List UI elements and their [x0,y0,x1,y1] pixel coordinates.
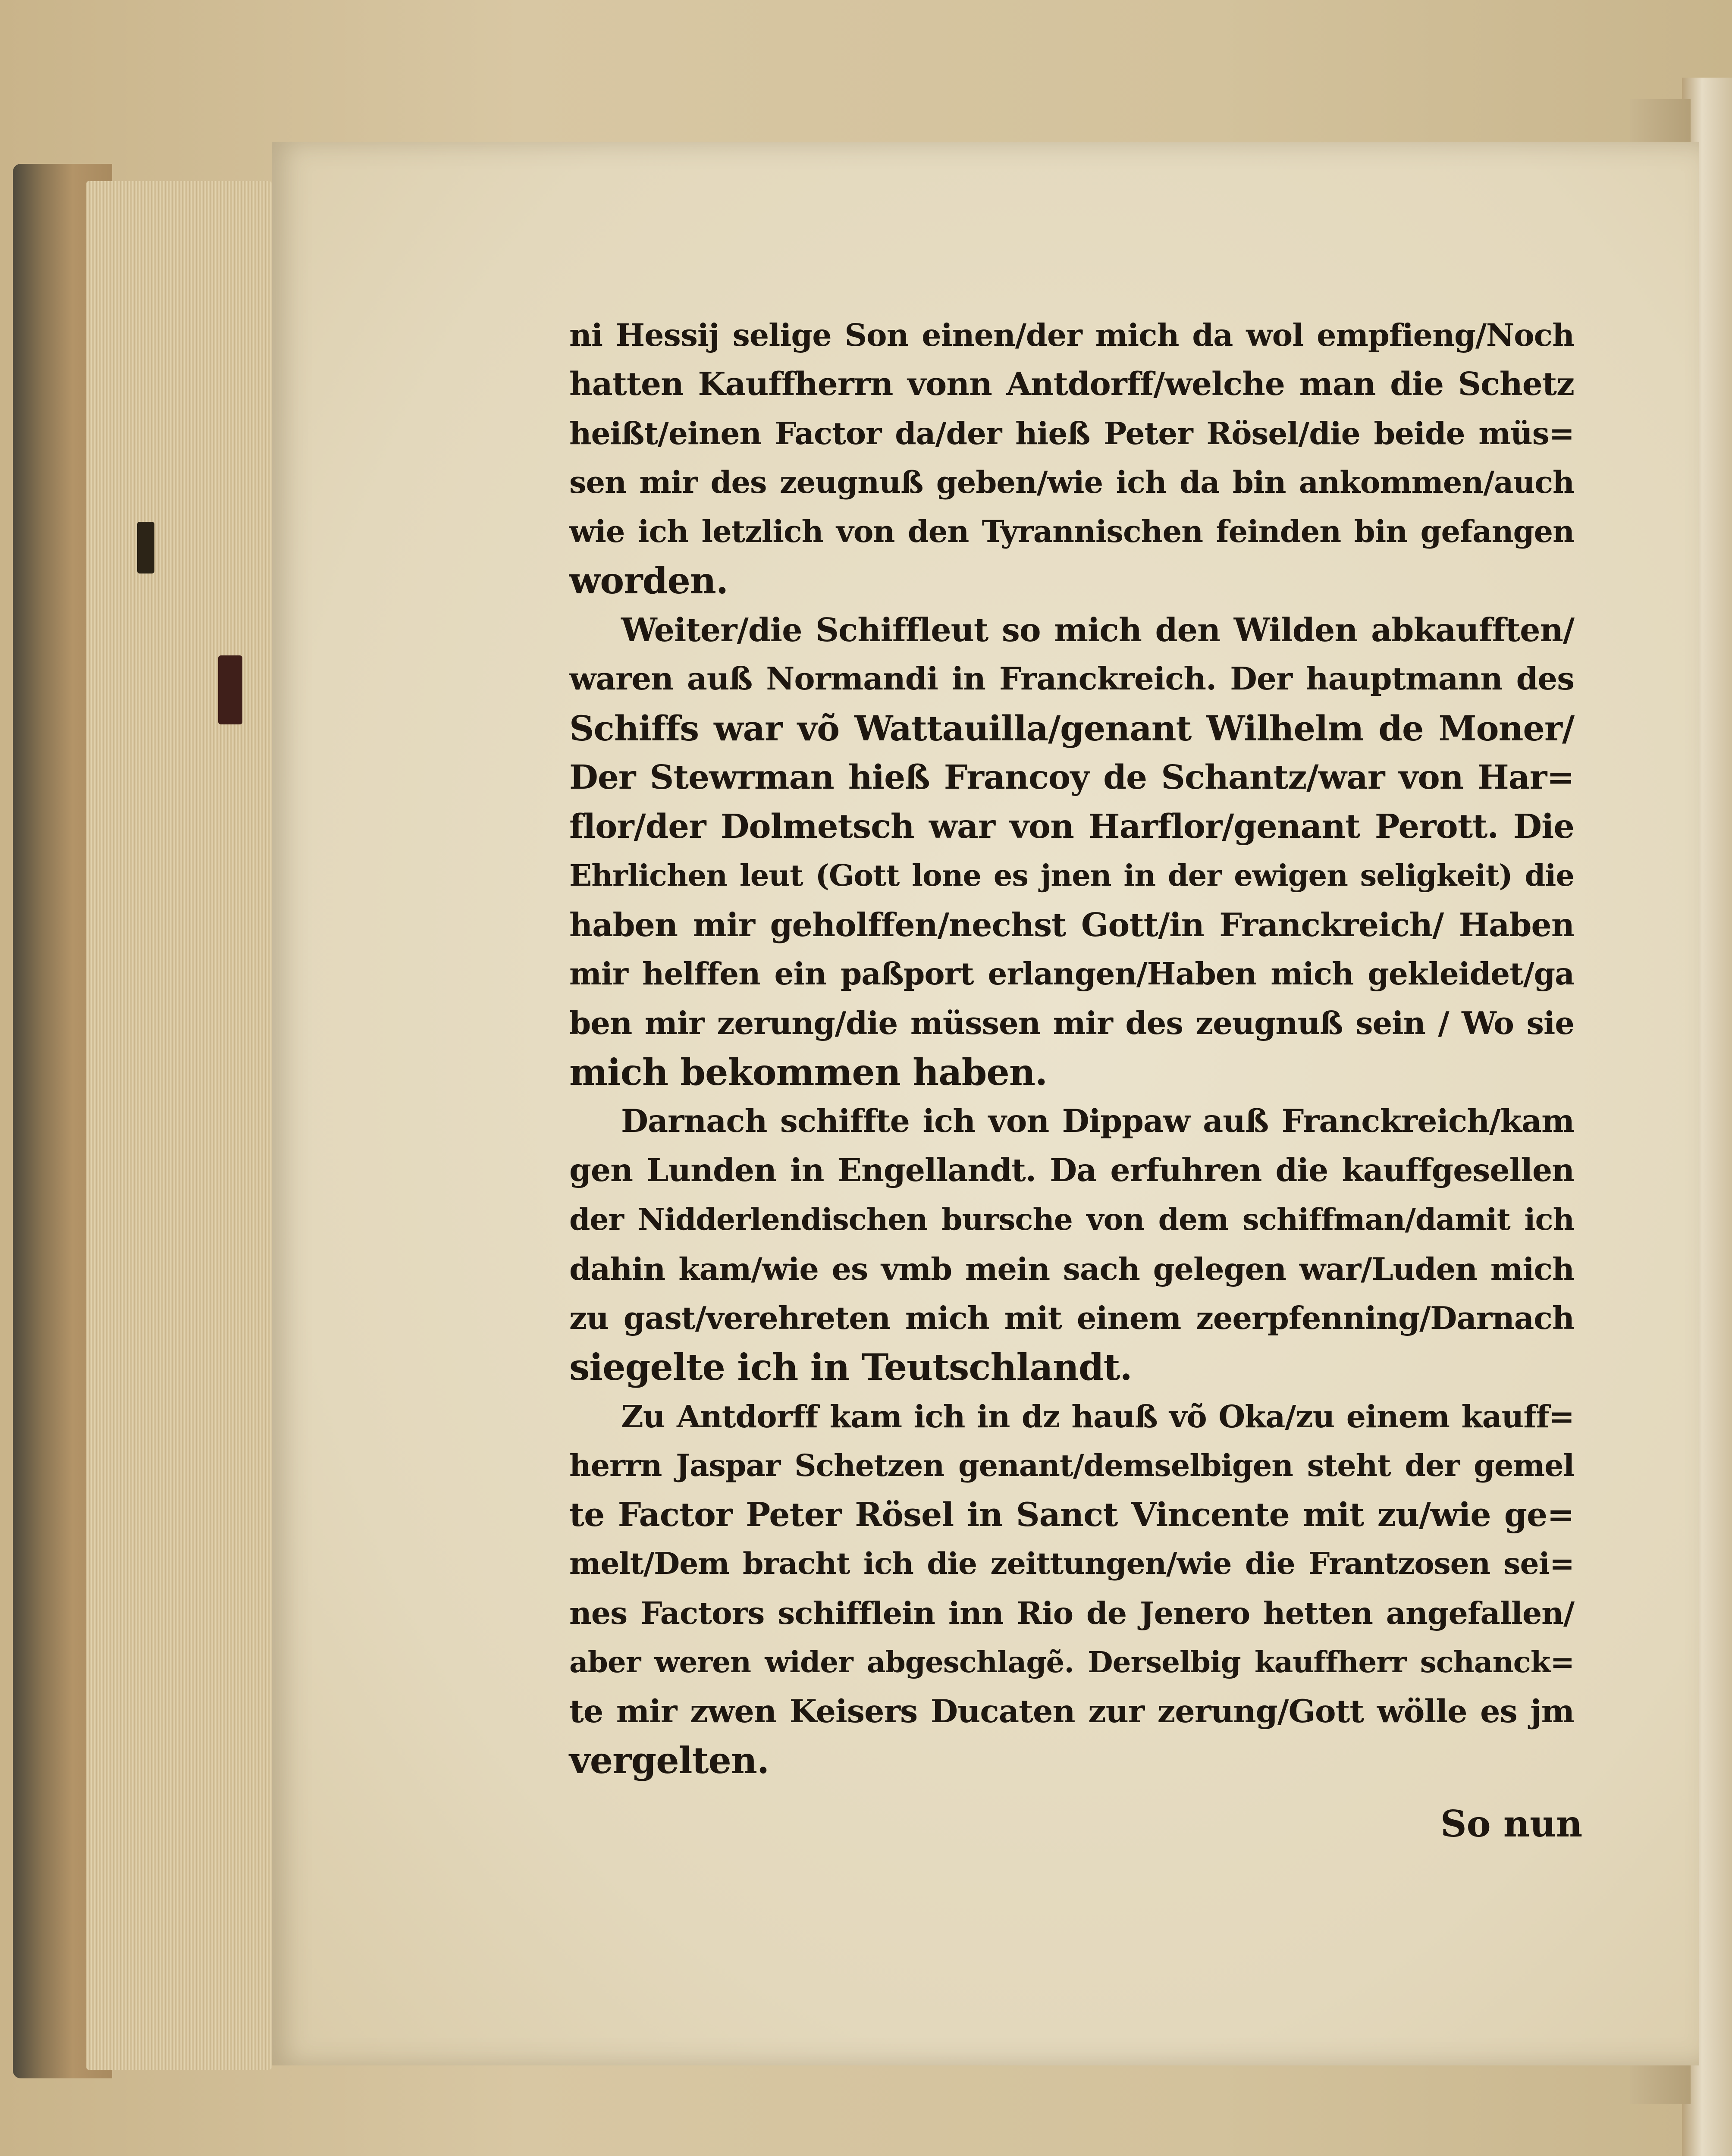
text-line: waren auß Normandi in Franckreich. Der hauptmann des [569,661,1574,697]
text-line: Darnach schiffte ich von Dippaw auß Franckreich/kam [621,1103,1574,1140]
text-line: ni Hessij selige Son einen/der mich da wol empfieng/Noch [569,317,1574,353]
text-line: mir helffen ein paßport erlangen/Haben mich gekleidet/ga [569,956,1574,992]
text-line: Der Stewrman hieß Francoy de Schantz/war von Har= [569,758,1574,797]
text-line: nes Factors schifflein inn Rio de Jenero hetten angefallen/ [569,1595,1574,1631]
text-line: Weiter/die Schiffleut so mich den Wilden abkaufften/ [621,611,1574,649]
text-line: gen Lunden in Engellandt. Da erfuhren die kauffgesellen [569,1152,1574,1189]
text-line: worden. [569,559,728,602]
page-edges-left [86,181,272,2070]
text-line: siegelte ich in Teutschlandt. [569,1346,1132,1388]
text-line: te Factor Peter Rösel in Sanct Vincente mit zu/wie ge= [569,1495,1574,1534]
text-line: ben mir zerung/die müssen mir des zeugnuß sein / Wo sie [569,1005,1574,1041]
catchword: So nun [1440,1802,1583,1845]
text-line: aber weren wider abgeschlagẽ. Derselbig kauffherr schanck= [569,1645,1574,1679]
text-line: mich bekommen haben. [569,1051,1048,1094]
bookmark-tab [137,522,154,573]
text-line: wie ich letzlich von den Tyrannischen feinden bin gefangen [569,514,1574,549]
text-line: heißt/einen Factor da/der hieß Peter Rösel/die beide müs= [569,415,1574,451]
text-line: vergelten. [569,1739,769,1782]
text-line: zu gast/verehreten mich mit einem zeerpfenning/Darnach [569,1300,1574,1336]
text-line: herrn Jaspar Schetzen genant/demselbigen steht der gemel [569,1448,1574,1483]
text-line: flor/der Dolmetsch war von Harflor/genant Perott. Die [569,807,1574,846]
body-text [569,310,1574,1785]
text-line: sen mir des zeugnuß geben/wie ich da bin ankommen/auch [569,464,1574,500]
text-line: te mir zwen Keisers Ducaten zur zerung/Gott wölle es jm [569,1693,1574,1730]
text-line: melt/Dem bracht ich die zeittungen/wie die Frantzosen sei= [569,1546,1574,1581]
text-line: haben mir geholffen/nechst Gott/in Franckreich/ Haben [569,906,1574,944]
text-line: Zu Antdorff kam ich in dz hauß võ Oka/zu einem kauff= [621,1398,1574,1435]
text-line: der Nidderlendischen bursche von dem schiffman/damit ich [569,1202,1574,1237]
text-line: dahin kam/wie es vmb mein sach gelegen war/Luden mich [569,1251,1574,1287]
bookmark-tab [218,655,242,724]
text-line: Ehrlichen leut (Gott lone es jnen in der ewigen seligkeit) die [569,859,1574,893]
text-line: hatten Kauffherrn vonn Antdorff/welche man die Schetz [569,366,1574,403]
text-line: Schiffs war võ Wattauilla/genant Wilhelm de Moner/ [569,708,1574,749]
